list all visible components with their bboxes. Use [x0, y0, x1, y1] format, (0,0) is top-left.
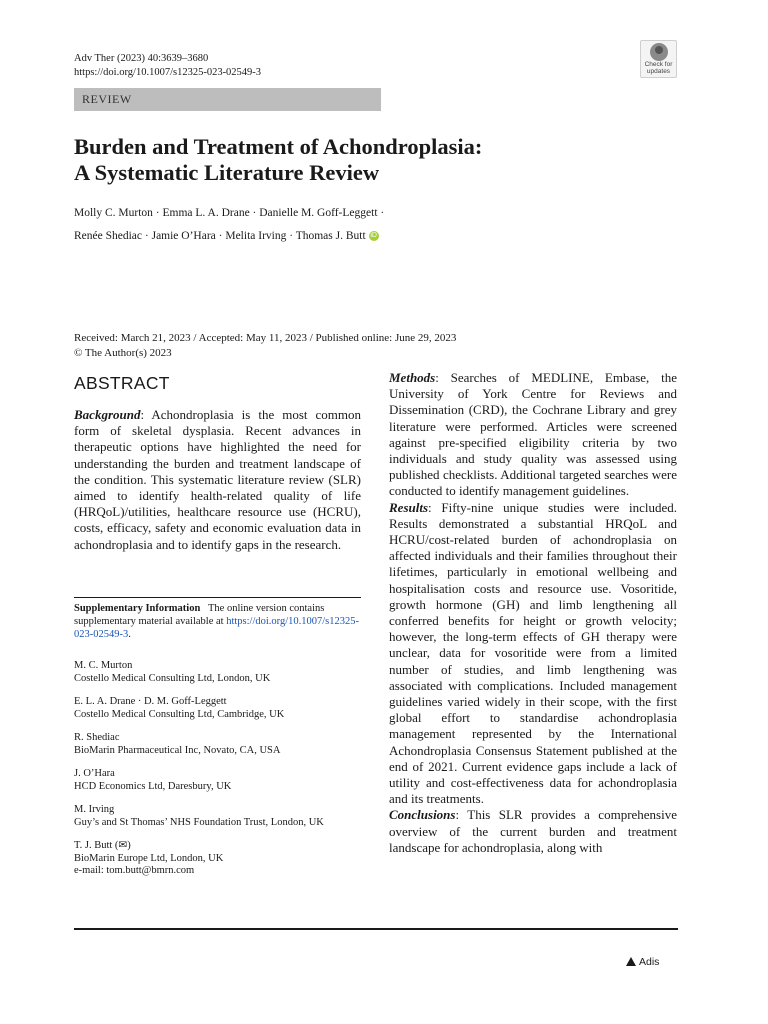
affiliation	[74, 804, 361, 829]
supplementary-information	[74, 602, 361, 641]
supplementary-link[interactable]: https://doi.org/10.1007/s12325-023-02549-3	[74, 616, 360, 640]
title-line-1: Burden and Treatment of Achondroplasia:	[74, 134, 483, 159]
title-line-2: A Systematic Literature Review	[74, 160, 380, 185]
supplementary-divider	[74, 597, 361, 598]
badge-label-line2: updates	[646, 68, 671, 75]
publication-dates	[74, 331, 456, 361]
article-title	[74, 134, 694, 186]
article-type-bar	[74, 88, 381, 111]
affiliation	[74, 660, 361, 685]
copyright-line: © The Author(s) 2023	[74, 347, 172, 359]
corresponding-email[interactable]: e-mail: tom.butt@bmrn.com	[74, 865, 195, 876]
methods-label: Methods	[389, 370, 436, 385]
results-label: Results	[389, 499, 429, 515]
affiliation-place: Costello Medical Consulting Ltd, London, UK	[74, 672, 271, 684]
affiliation-place: BioMarin Europe Ltd, London, UK	[74, 852, 224, 864]
authors-line-2-text: Renée Shediac · Jamie O’Hara · Melita Irving · Thomas J. Butt	[74, 230, 366, 242]
article-type-label: REVIEW	[82, 92, 132, 106]
journal-info	[74, 52, 261, 80]
affiliation-place: Guy’s and St Thomas’ NHS Foundation Trust, London, UK	[74, 816, 324, 828]
affiliation	[74, 732, 361, 757]
doi-link[interactable]: https://doi.org/10.1007/s12325-023-02549-3	[74, 67, 262, 78]
check-updates-icon	[650, 43, 668, 61]
footer-divider	[74, 928, 678, 930]
abstract-results	[389, 500, 677, 808]
abstract-right-column	[389, 370, 677, 856]
orcid-icon[interactable]: iD	[370, 232, 377, 240]
abstract-methods	[389, 370, 677, 500]
affiliation-place: HCD Economics Ltd, Daresbury, UK	[74, 780, 232, 792]
affiliation	[74, 768, 361, 793]
adis-triangle-icon	[626, 957, 636, 966]
supplementary-text: The online version contains supplementary material available at	[74, 603, 325, 627]
authors-line-1: Molly C. Murton · Emma L. A. Drane · Danielle M. Goff-Leggett ·	[74, 207, 385, 219]
affiliation-names: M. Irving	[74, 804, 115, 815]
affiliation	[74, 840, 361, 878]
journal-citation: Adv Ther (2023) 40:3639–3680	[74, 53, 209, 64]
abstract-heading: ABSTRACT	[74, 373, 170, 393]
conclusions-label: Conclusions	[389, 807, 456, 823]
affiliation-names: R. Shediac	[74, 732, 120, 743]
authors-line-2	[74, 229, 379, 243]
publisher-logo	[626, 956, 659, 968]
affiliation-names: T. J. Butt (✉)	[74, 840, 131, 851]
publisher-name: Adis	[639, 956, 660, 968]
supplementary-label: Supplementary Information	[74, 603, 201, 614]
affiliation-names: M. C. Murton	[74, 660, 133, 671]
affiliation-place: BioMarin Pharmaceutical Inc, Novato, CA, USA	[74, 744, 281, 756]
affiliation-names: J. O’Hara	[74, 768, 115, 779]
badge-label-line1: Check for	[644, 61, 673, 68]
abstract-background	[74, 407, 361, 553]
dates-line: Received: March 21, 2023 / Accepted: May 11, 2023 / Published online: June 29, 2023	[74, 332, 457, 344]
results-text: : Fifty-nine unique studies were included. Results demonstrated a substantial HRQoL and HCRU/cost-related burden of achondroplasia on affected individuals and their families throughout their lifetimes, particularly in emotional wellbeing and hospitalisation costs and resource use. Vosoritide, growth hormone (GH) and limb lengthening all conferred benefits for height or growth velocity; however, the long-term effects of GH therapy were unclear, data for vosoritide were from a limited number of studies, and limb lengthening was associated with complications. Included management guidelines varied widely in their scope, with the first global effort to standardise achondroplasia management represented by the International Achondroplasia Consensus Statement published at the end of 2021. Current evidence gaps include a lack of utility and cost-effectiveness data for achondroplasia and its treatments.	[389, 499, 677, 807]
background-text: : Achondroplasia is the most common form of skeletal dysplasia. Recent advances in therapeutic options have highlighted the need for understanding the burden and treatment landscape of the condition. This systematic literature review (SLR) aimed to identify health-related quality of life (HRQoL)/utilities, healthcare resource use (HCRU), costs, efficacy, safety and economic evaluation data in achondroplasia and to identify gaps in the research.	[74, 407, 361, 552]
methods-text: : Searches of MEDLINE, Embase, the University of York Centre for Reviews and Dissemination (CRD), the Cochrane Library and grey literature were performed. Articles were screened against pre-specified eligibility criteria by two individuals and study quality was assessed using published checklists. Additional targeted searches were conducted to identify management guidelines.	[389, 370, 677, 499]
background-label: Background	[74, 407, 141, 422]
affiliation	[74, 696, 361, 721]
conclusions-text: : This SLR provides a comprehensive overview of the current burden and treatment landscape for achondroplasia, along with	[389, 807, 677, 855]
affiliation-names: E. L. A. Drane · D. M. Goff-Leggett	[74, 696, 227, 707]
abstract-left-column	[74, 407, 361, 553]
affiliation-place: Costello Medical Consulting Ltd, Cambridge, UK	[74, 708, 285, 720]
affiliations	[74, 660, 361, 889]
abstract-conclusions	[389, 807, 677, 856]
check-for-updates-badge[interactable]	[640, 40, 677, 78]
supplementary-end: .	[128, 629, 131, 640]
